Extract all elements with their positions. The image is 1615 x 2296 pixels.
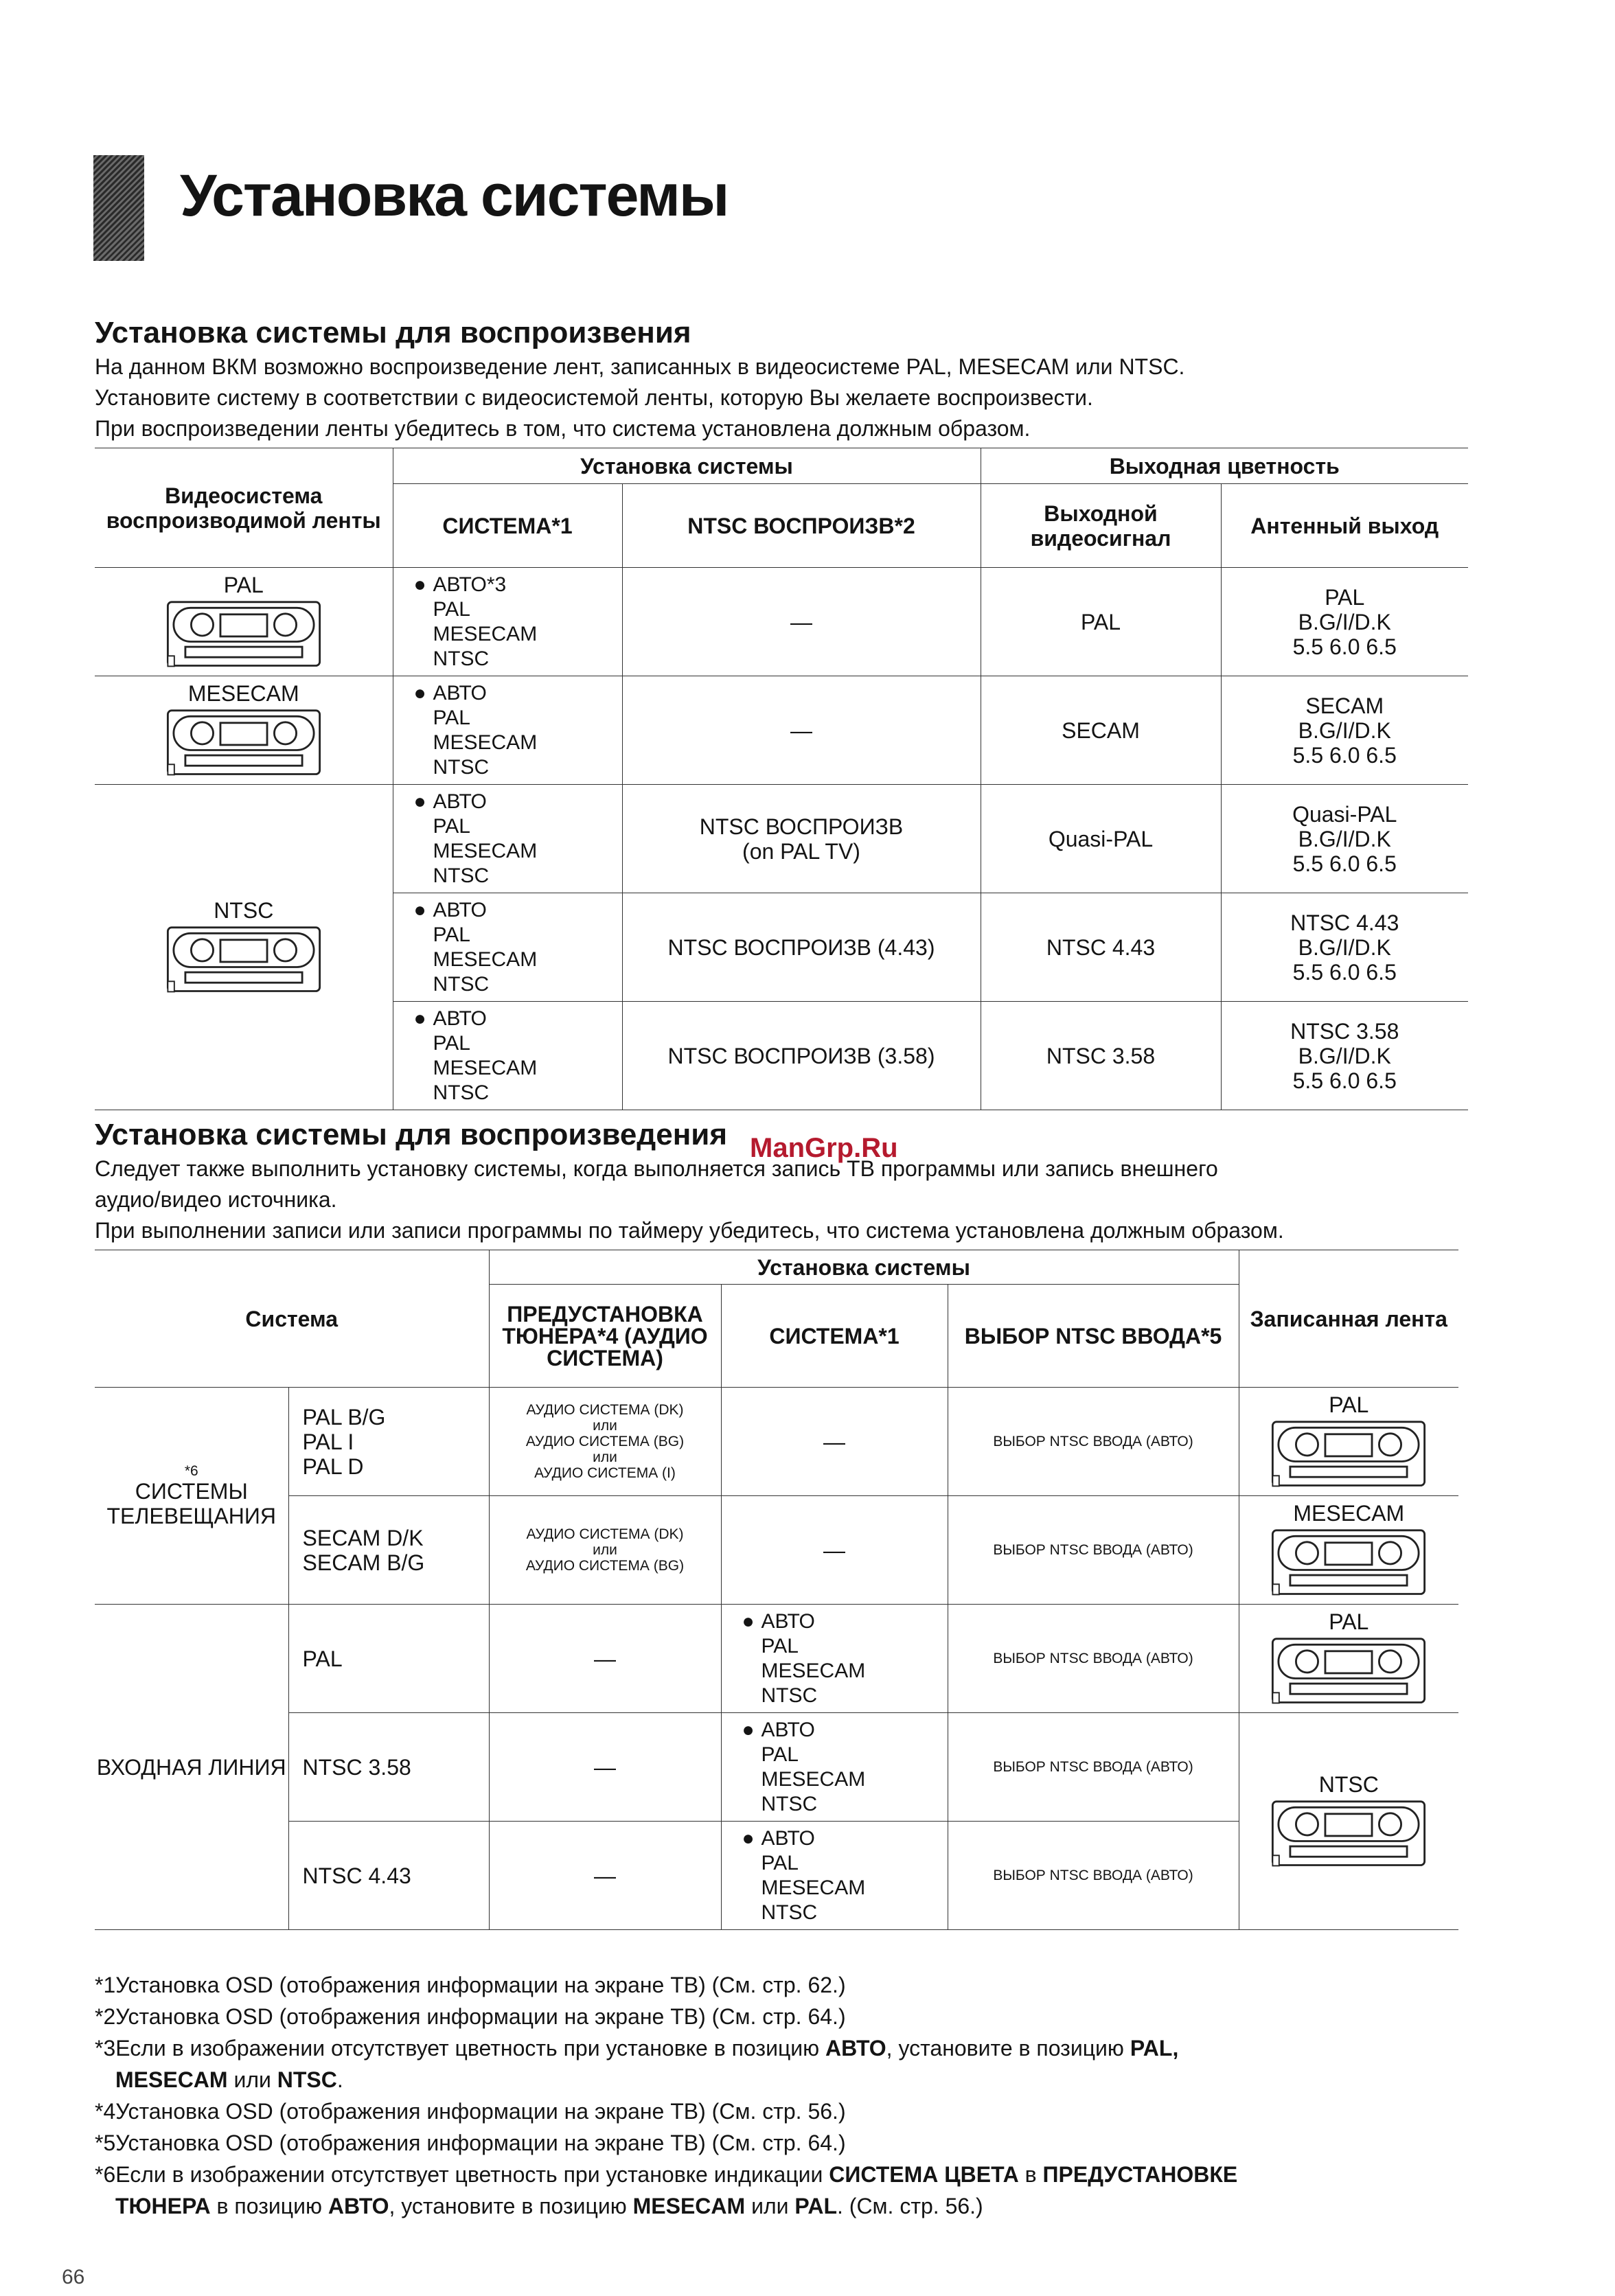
cassette-icon (161, 926, 326, 997)
col-ntsc-input: ВЫБОР NTSC ВВОДА*5 (948, 1285, 1239, 1388)
cassette-icon (161, 709, 326, 780)
video-out-cell: NTSC 4.43 (981, 893, 1221, 1002)
tuner-preset-cell: — (489, 1605, 721, 1713)
video-out-cell: PAL (981, 568, 1221, 676)
recording-heading: Установка системы для воспроизведения (95, 1118, 727, 1151)
footnote-5: *5Установка OSD (отображения информации на экране ТВ) (См. стр. 64.) (95, 2131, 846, 2155)
tv-system-list: PAL B/G PAL I PAL D (288, 1388, 489, 1496)
group-output-color: Выходная цветность (981, 448, 1468, 484)
page-title: Установка системы (180, 163, 729, 229)
antenna-cell: PAL B.G/I/D.K 5.5 6.0 6.5 (1221, 568, 1468, 676)
tuner-preset-cell: — (489, 1822, 721, 1930)
antenna-cell: NTSC 4.43 B.G/I/D.K 5.5 6.0 6.5 (1221, 893, 1468, 1002)
tape-cell-mesecam: MESECAM (1239, 1496, 1458, 1605)
system-options: ● АВТО PAL MESECAM NTSC (393, 893, 622, 1002)
col-system: СИСТЕМА*1 (393, 484, 622, 568)
input-system-cell: PAL (288, 1605, 489, 1713)
tuner-preset-cell: — (489, 1713, 721, 1822)
ntsc-play-cell: NTSC ВОСПРОИЗВ (3.58) (622, 1002, 981, 1110)
col-tuner-preset: ПРЕДУСТАНОВКА ТЮНЕРА*4 (АУДИО СИСТЕМА) (489, 1285, 721, 1388)
tv-system-list: SECAM D/K SECAM B/G (288, 1496, 489, 1605)
ntsc-input-cell: ВЫБОР NTSC ВВОДА (АВТО) (948, 1605, 1239, 1713)
ntsc-input-cell: ВЫБОР NTSC ВВОДА (АВТО) (948, 1496, 1239, 1605)
antenna-cell: Quasi-PAL B.G/I/D.K 5.5 6.0 6.5 (1221, 785, 1468, 893)
antenna-cell: SECAM B.G/I/D.K 5.5 6.0 6.5 (1221, 676, 1468, 785)
col-videosystem: Видеосистема воспроизводимой ленты (95, 448, 393, 568)
playback-heading: Установка системы для воспроизвения (95, 316, 691, 349)
tv-broadcast-group: *6 СИСТЕМЫ ТЕЛЕВЕЩАНИЯ (95, 1388, 288, 1605)
playback-table (95, 448, 1468, 1110)
tuner-preset-cell: АУДИО СИСТЕМА (DK) или АУДИО СИСТЕМА (BG) или АУДИО СИСТЕМА (I) (489, 1388, 721, 1496)
cassette-icon (161, 600, 326, 671)
col-ntsc-play: NTSC ВОСПРОИЗВ*2 (622, 484, 981, 568)
group-system-setup: Установка системы (393, 448, 981, 484)
input-line-group: ВХОДНАЯ ЛИНИЯ (95, 1605, 288, 1930)
title-bar-marker (93, 155, 144, 261)
cassette-icon (1266, 1800, 1431, 1871)
video-out-cell: Quasi-PAL (981, 785, 1221, 893)
video-out-cell: NTSC 3.58 (981, 1002, 1221, 1110)
footnote-1: *1Установка OSD (отображения информации на экране ТВ) (См. стр. 62.) (95, 1973, 846, 1997)
page-number: 66 (62, 2266, 85, 2288)
col-system: Система (95, 1250, 489, 1388)
tape-cell-pal: PAL (1239, 1605, 1458, 1713)
tape-cell-pal: PAL (1239, 1388, 1458, 1496)
ntsc-play-cell: — (622, 568, 981, 676)
sys-cell: — (721, 1388, 948, 1496)
tuner-preset-cell: АУДИО СИСТЕМА (DK) или АУДИО СИСТЕМА (BG) (489, 1496, 721, 1605)
ntsc-input-cell: ВЫБОР NTSC ВВОДА (АВТО) (948, 1822, 1239, 1930)
cassette-icon (1266, 1637, 1431, 1708)
system-options: ● АВТО PAL MESECAM NTSC (721, 1713, 948, 1822)
col-sys: СИСТЕМА*1 (721, 1285, 948, 1388)
col-video-out: Выходной видеосигнал (981, 484, 1221, 568)
group-system-setup: Установка системы (489, 1250, 1239, 1285)
footnote-4: *4Установка OSD (отображения информации на экране ТВ) (См. стр. 56.) (95, 2099, 846, 2124)
tape-cell-pal: PAL (95, 568, 393, 676)
ntsc-play-cell: NTSC ВОСПРОИЗВ (on PAL TV) (622, 785, 981, 893)
col-antenna: Антенный выход (1221, 484, 1468, 568)
input-system-cell: NTSC 3.58 (288, 1713, 489, 1822)
sys-cell: — (721, 1496, 948, 1605)
footnote-6: *6Если в изображении отсутствует цветность при установке индикации СИСТЕМА ЦВЕТА в ПРЕДУСТАНОВКЕ (95, 2162, 1238, 2187)
antenna-cell: NTSC 3.58 B.G/I/D.K 5.5 6.0 6.5 (1221, 1002, 1468, 1110)
footnote-6-cont: ТЮНЕРА в позицию АВТО, установите в позицию MESECAM или PAL. (См. стр. 56.) (115, 2194, 983, 2218)
recording-intro: Следует также выполнить установку системы, когда выполняется запись ТВ программы или запись внешнего аудио/видео источника. При выполнении записи или записи программы по таймеру убедитесь, что система установлена должным образом. (95, 1156, 1284, 1243)
ntsc-input-cell: ВЫБОР NTSC ВВОДА (АВТО) (948, 1713, 1239, 1822)
ntsc-play-cell: — (622, 676, 981, 785)
watermark: ManGrp.Ru (750, 1133, 898, 1163)
footnote-3: *3Если в изображении отсутствует цветность при установке в позицию АВТО, установите в позицию PAL, (95, 2036, 1179, 2060)
tape-cell-ntsc: NTSC (95, 785, 393, 1110)
footnote-3-cont: MESECAM или NTSC. (115, 2067, 343, 2092)
ntsc-play-cell: NTSC ВОСПРОИЗВ (4.43) (622, 893, 981, 1002)
col-recorded-tape: Записанная лента (1239, 1250, 1458, 1388)
footnotes (95, 1969, 1237, 2222)
recording-table (95, 1250, 1458, 1930)
playback-intro: На данном ВКМ возможно воспроизведение лент, записанных в видеосистеме PAL, MESECAM или NTSC. Установите систему в соответствии с видеосистемой ленты, которую Вы желаете воспроизвести. При воспроизведении ленты убедитесь в том, что система установлена должным образом. (95, 354, 1185, 441)
cassette-icon (1266, 1420, 1431, 1491)
tape-cell-mesecam: MESECAM (95, 676, 393, 785)
system-options: ● АВТО PAL MESECAM NTSC (393, 1002, 622, 1110)
cassette-icon (1266, 1528, 1431, 1600)
video-out-cell: SECAM (981, 676, 1221, 785)
tape-cell-ntsc: NTSC (1239, 1713, 1458, 1930)
system-options: ● АВТО PAL MESECAM NTSC (721, 1822, 948, 1930)
system-options: ● АВТО PAL MESECAM NTSC (393, 676, 622, 785)
footnote-2: *2Установка OSD (отображения информации на экране ТВ) (См. стр. 64.) (95, 2004, 846, 2029)
system-options: ● АВТО PAL MESECAM NTSC (721, 1605, 948, 1713)
system-options: ● АВТО PAL MESECAM NTSC (393, 785, 622, 893)
system-options: ● АВТО*3 PAL MESECAM NTSC (393, 568, 622, 676)
input-system-cell: NTSC 4.43 (288, 1822, 489, 1930)
ntsc-input-cell: ВЫБОР NTSC ВВОДА (АВТО) (948, 1388, 1239, 1496)
